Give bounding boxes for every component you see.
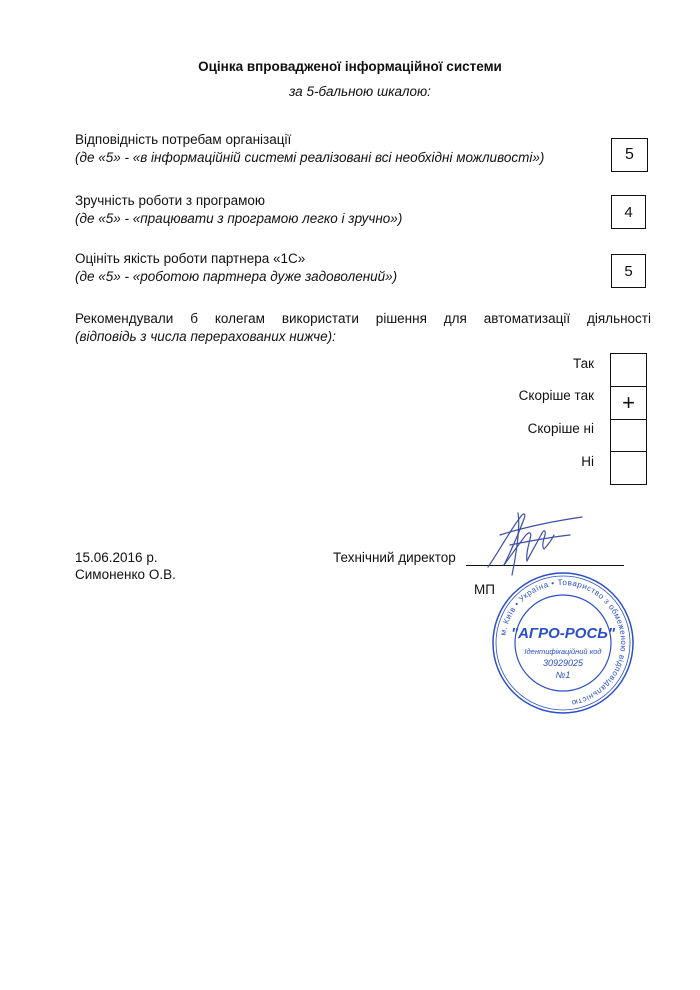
svg-text:Ідентифікаційний код: Ідентифікаційний код xyxy=(524,647,602,656)
signature-date: 15.06.2016 р. xyxy=(75,550,158,565)
stamp-label: МП xyxy=(474,582,495,597)
page-subtitle: за 5-бальною шкалою: xyxy=(289,84,431,99)
signer-position: Технічний директор xyxy=(333,550,456,565)
option-box-yes[interactable] xyxy=(610,353,647,386)
option-box-rather-yes[interactable]: + xyxy=(610,386,647,419)
handwritten-signature xyxy=(480,505,590,580)
question-1 xyxy=(75,131,544,167)
recommend-question xyxy=(75,310,651,346)
svg-text:№1: №1 xyxy=(555,670,571,680)
option-label-yes: Так xyxy=(572,356,594,371)
question-label: Оцініть якість роботи партнера «1С» xyxy=(75,251,306,266)
option-box-no[interactable] xyxy=(610,451,647,485)
score-box-1[interactable]: 5 xyxy=(611,138,648,172)
option-label-no: Ні xyxy=(581,454,594,469)
question-2 xyxy=(75,192,402,228)
option-label-rather-no: Скоріше ні xyxy=(527,421,594,436)
question-hint: (де «5» - «працювати з програмою легко і зручно») xyxy=(75,211,403,226)
svg-text:"АГРО-РОСЬ": "АГРО-РОСЬ" xyxy=(510,625,616,642)
score-box-3[interactable]: 5 xyxy=(611,254,646,288)
question-3 xyxy=(75,250,397,286)
page-title: Оцінка впровадженої інформаційної системи xyxy=(198,59,502,74)
score-box-2[interactable]: 4 xyxy=(611,195,646,229)
question-label: Зручність роботи з програмою xyxy=(75,193,266,208)
recommend-label: Рекомендували б колегам використати рішення для автоматизації діяльності xyxy=(75,311,651,326)
question-hint: (де «5» - «роботою партнера дуже задоволений») xyxy=(75,269,398,284)
svg-text:м. Київ • Україна • Товариство: м. Київ • Україна • Товариство з обмеженою відповідальністю xyxy=(498,577,629,708)
option-label-rather-yes: Скоріше так xyxy=(518,388,594,403)
company-stamp xyxy=(490,570,636,716)
question-hint: (де «5» - «в інформаційній системі реалізовані всі необхідні можливості») xyxy=(75,150,545,165)
recommend-hint: (відповідь з числа перерахованих нижче): xyxy=(75,329,336,344)
option-box-rather-no[interactable] xyxy=(610,419,647,452)
svg-text:30929025: 30929025 xyxy=(542,658,584,668)
signer-name: Симоненко О.В. xyxy=(75,567,176,582)
question-label: Відповідність потребам організації xyxy=(75,132,292,147)
